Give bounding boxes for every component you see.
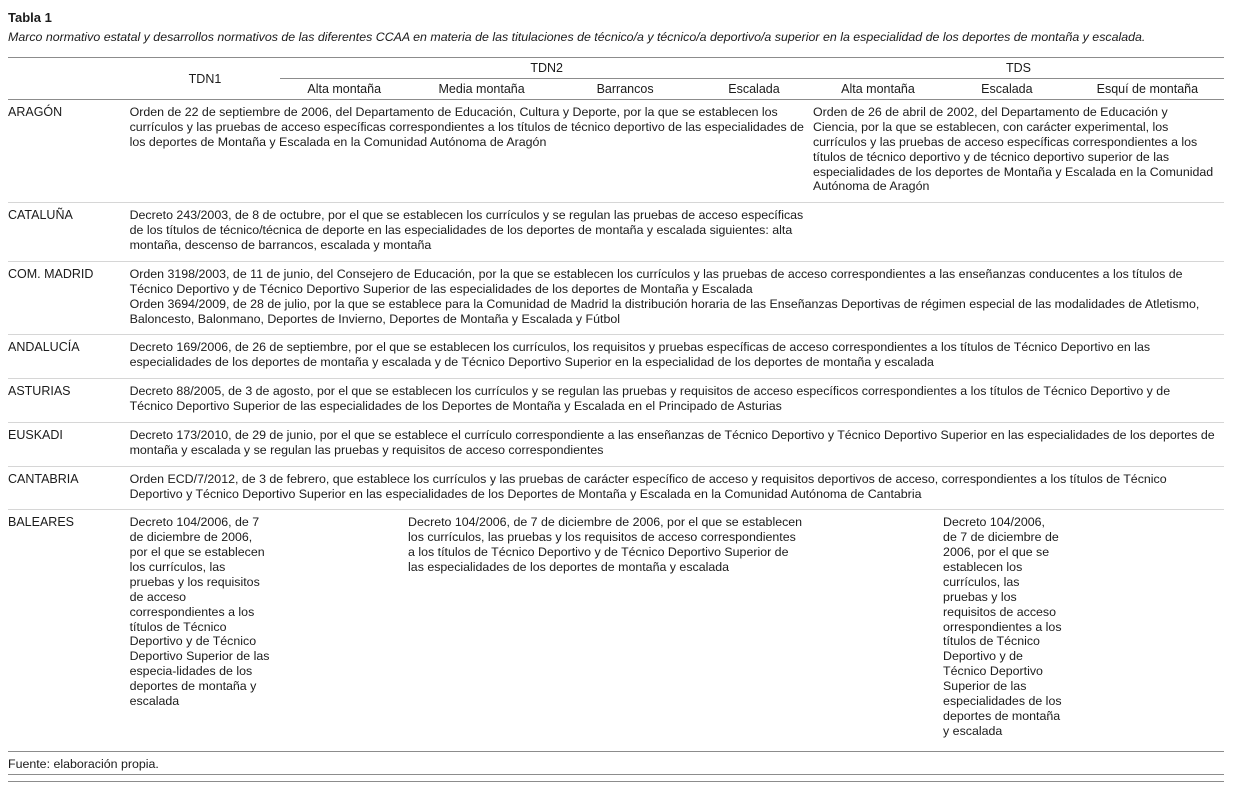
table-row: [8, 379, 1224, 423]
region-label: COM. MADRID: [8, 261, 130, 335]
table-row: [8, 422, 1224, 466]
region-label: ANDALUCÍA: [8, 335, 130, 379]
paragraph: Decreto 88/2005, de 3 de agosto, por el que se establecen los currículos y se regulan las pruebas y requisitos de acceso específicos correspondientes a los títulos de Técnico Deportivo y de Técnico Deportivo Superior de las especialidades de los Deportes de Montaña y Escalada en el Principado de Asturias: [129, 384, 1171, 413]
norm-cell: [130, 510, 281, 751]
group-header-tds: TDS: [813, 58, 1224, 79]
table-body: [8, 100, 1224, 752]
group-header-row: [8, 58, 1224, 79]
bottom-rule-2: [8, 781, 1224, 782]
region-label: EUSKADI: [8, 422, 130, 466]
norm-cell: [408, 510, 813, 751]
norm-cell: [130, 261, 1224, 335]
paragraph: Decreto 104/2006, de 7 de diciembre de 2006, por el que se establecen los currículos, las pruebas y los requisitos de acceso correspondientes a los títulos de Técnico Deportivo y de Técnico Deportivo Superior de las especia-lidades de los deportes de montaña y escalada: [129, 515, 270, 708]
norm-cell: [1071, 510, 1224, 751]
norm-cell: [280, 510, 408, 751]
norm-cell: [130, 466, 1224, 510]
paragraph: Decreto 243/2003, de 8 de octubre, por el que se establecen los currículos y se regulan las pruebas de acceso específicas de los títulos de técnico/técnica de deporte en las especialidades de los deportes de montaña y escalada siguientes: alta montaña, descenso de barrancos, escalada y montaña: [129, 208, 804, 252]
paragraph: Decreto 104/2006, de 7 de diciembre de 2006, por el que se establecen los currículos, las pruebas y los requisitos de acceso correspondientes a los títulos de Técnico Deportivo y de Técnico Deportivo Superior de las especialidades de los deportes de montaña y escalada: [408, 515, 803, 574]
table-row: [8, 510, 1224, 751]
region-label: ARAGÓN: [8, 105, 63, 119]
paragraph: Orden de 26 de abril de 2002, del Departamento de Educación y Ciencia, por la que se establecen, con carácter experimental, los currículos y las pruebas de acceso específicas correspondientes a los títulos de técnico deportivo y de técnico deportivo superior de las especialidades de los deportes de Montaña y Escalada en la Comunidad Autónoma de Aragón: [812, 105, 1214, 194]
sub-header-tdn2-alta-montana: Alta montaña: [280, 79, 408, 100]
norm-cell: [130, 422, 1224, 466]
paragraph: Orden ECD/7/2012, de 3 de febrero, que establece los currículos y las pruebas de carácter específico de acceso y requisitos deportivos de acceso, correspondientes a los títulos de Técnico Deportivo y Técnico Deportivo Superior en las especialidades de los Deportes de Montaña y Escalada en la Comunidad Autónoma de Cantabria: [129, 471, 1167, 501]
region-label: CATALUÑA: [8, 203, 130, 262]
corner-cell: [8, 58, 130, 100]
table-row: [8, 261, 1224, 335]
norm-cell: [813, 203, 1224, 262]
sub-header-tds-alta-montana: Alta montaña: [813, 79, 943, 100]
table-row: [8, 203, 1224, 262]
sub-header-tdn2-barrancos: Barrancos: [555, 79, 695, 100]
group-header-tdn2: TDN2: [280, 58, 813, 79]
table-row: [8, 466, 1224, 510]
table-title: Tabla 1: [8, 10, 52, 25]
norm-cell: [943, 510, 1071, 751]
paragraph: Orden de 22 de septiembre de 2006, del Departamento de Educación, Cultura y Deporte, por la que se establecen los currículos y las pruebas de acceso específicas correspondientes a los títulos de técnico deportivo de las especialidades de los deportes de Montaña y Escalada en la Comunidad Autónoma de Aragón: [129, 105, 804, 149]
col-header-tdn1: TDN1: [130, 58, 281, 100]
norm-cell: [130, 335, 1224, 379]
sub-header-tdn2-media-montana: Media montaña: [408, 79, 555, 100]
paragraph: Orden 3694/2009, de 28 de julio, por la que se establece para la Comunidad de Madrid la distribución horaria de las Enseñanzas Deportivas de régimen especial de las modalidades de Atletismo, Baloncesto, Balonmano, Deportes de Invierno, Deportes de Montaña y Escalada y Fútbol: [129, 296, 1200, 326]
region-label: CANTABRIA: [8, 466, 130, 510]
region-label: BALEARES: [8, 510, 130, 751]
table-header: [8, 58, 1224, 100]
norm-cell: [813, 510, 943, 751]
sub-header-tds-escalada: Escalada: [943, 79, 1071, 100]
sub-header-tds-esqui-de-montana: Esquí de montaña: [1071, 79, 1224, 100]
paragraph: Orden 3198/2003, de 11 de junio, del Consejero de Educación, por la que se establecen los currículos y las pruebas de acceso correspondientes a las enseñanzas conducentes a los títulos de Técnico Deportivo y de Técnico Deportivo Superior de las especialidades de los deportes de Montaña y Escalada: [129, 266, 1183, 296]
table-caption: Marco normativo estatal y desarrollos normativos de las diferentes CCAA en materia de las titulaciones de técnico/a y técnico/a deportivo/a superior en la especialidad de los deportes de montaña y escalada.: [8, 30, 1146, 44]
table-row: [8, 100, 1224, 203]
source-note: Fuente: elaboración propia.: [8, 756, 159, 771]
sub-header-tdn2-escalada: Escalada: [695, 79, 813, 100]
paragraph: Decreto 104/2006, de 7 de diciembre de 2006, por el que se establecen los currículos, las pruebas y los requisitos de acceso orrespondientes a los títulos de Técnico Deportivo y de Técnico Deportivo Superior de las especialidades de los deportes de montaña y escalada: [943, 515, 1062, 738]
table-row: [8, 335, 1224, 379]
norm-cell: [130, 379, 1224, 423]
region-label: ASTURIAS: [8, 379, 130, 423]
norm-cell: [130, 100, 813, 203]
norm-cell: [130, 203, 813, 262]
paragraph: Decreto 173/2010, de 29 de junio, por el que se establece el currículo correspondiente a las enseñanzas de Técnico Deportivo y Técnico Deportivo Superior en las especialidades de los deportes de montaña y escalada y se regulan las pruebas y requisitos de acceso correspondientes: [129, 427, 1215, 457]
bottom-rule-1: [8, 774, 1224, 775]
norm-cell: [813, 100, 1224, 203]
paragraph: Decreto 169/2006, de 26 de septiembre, por el que se establecen los currículos, los requisitos y pruebas específicas de acceso correspondientes a los títulos de Técnico Deportivo en las especialidades de los deportes de montaña y escalada y de Técnico Deportivo Superior en la especialidad de los deportes de montaña y escalada: [129, 340, 1151, 370]
normative-table: [8, 57, 1224, 752]
